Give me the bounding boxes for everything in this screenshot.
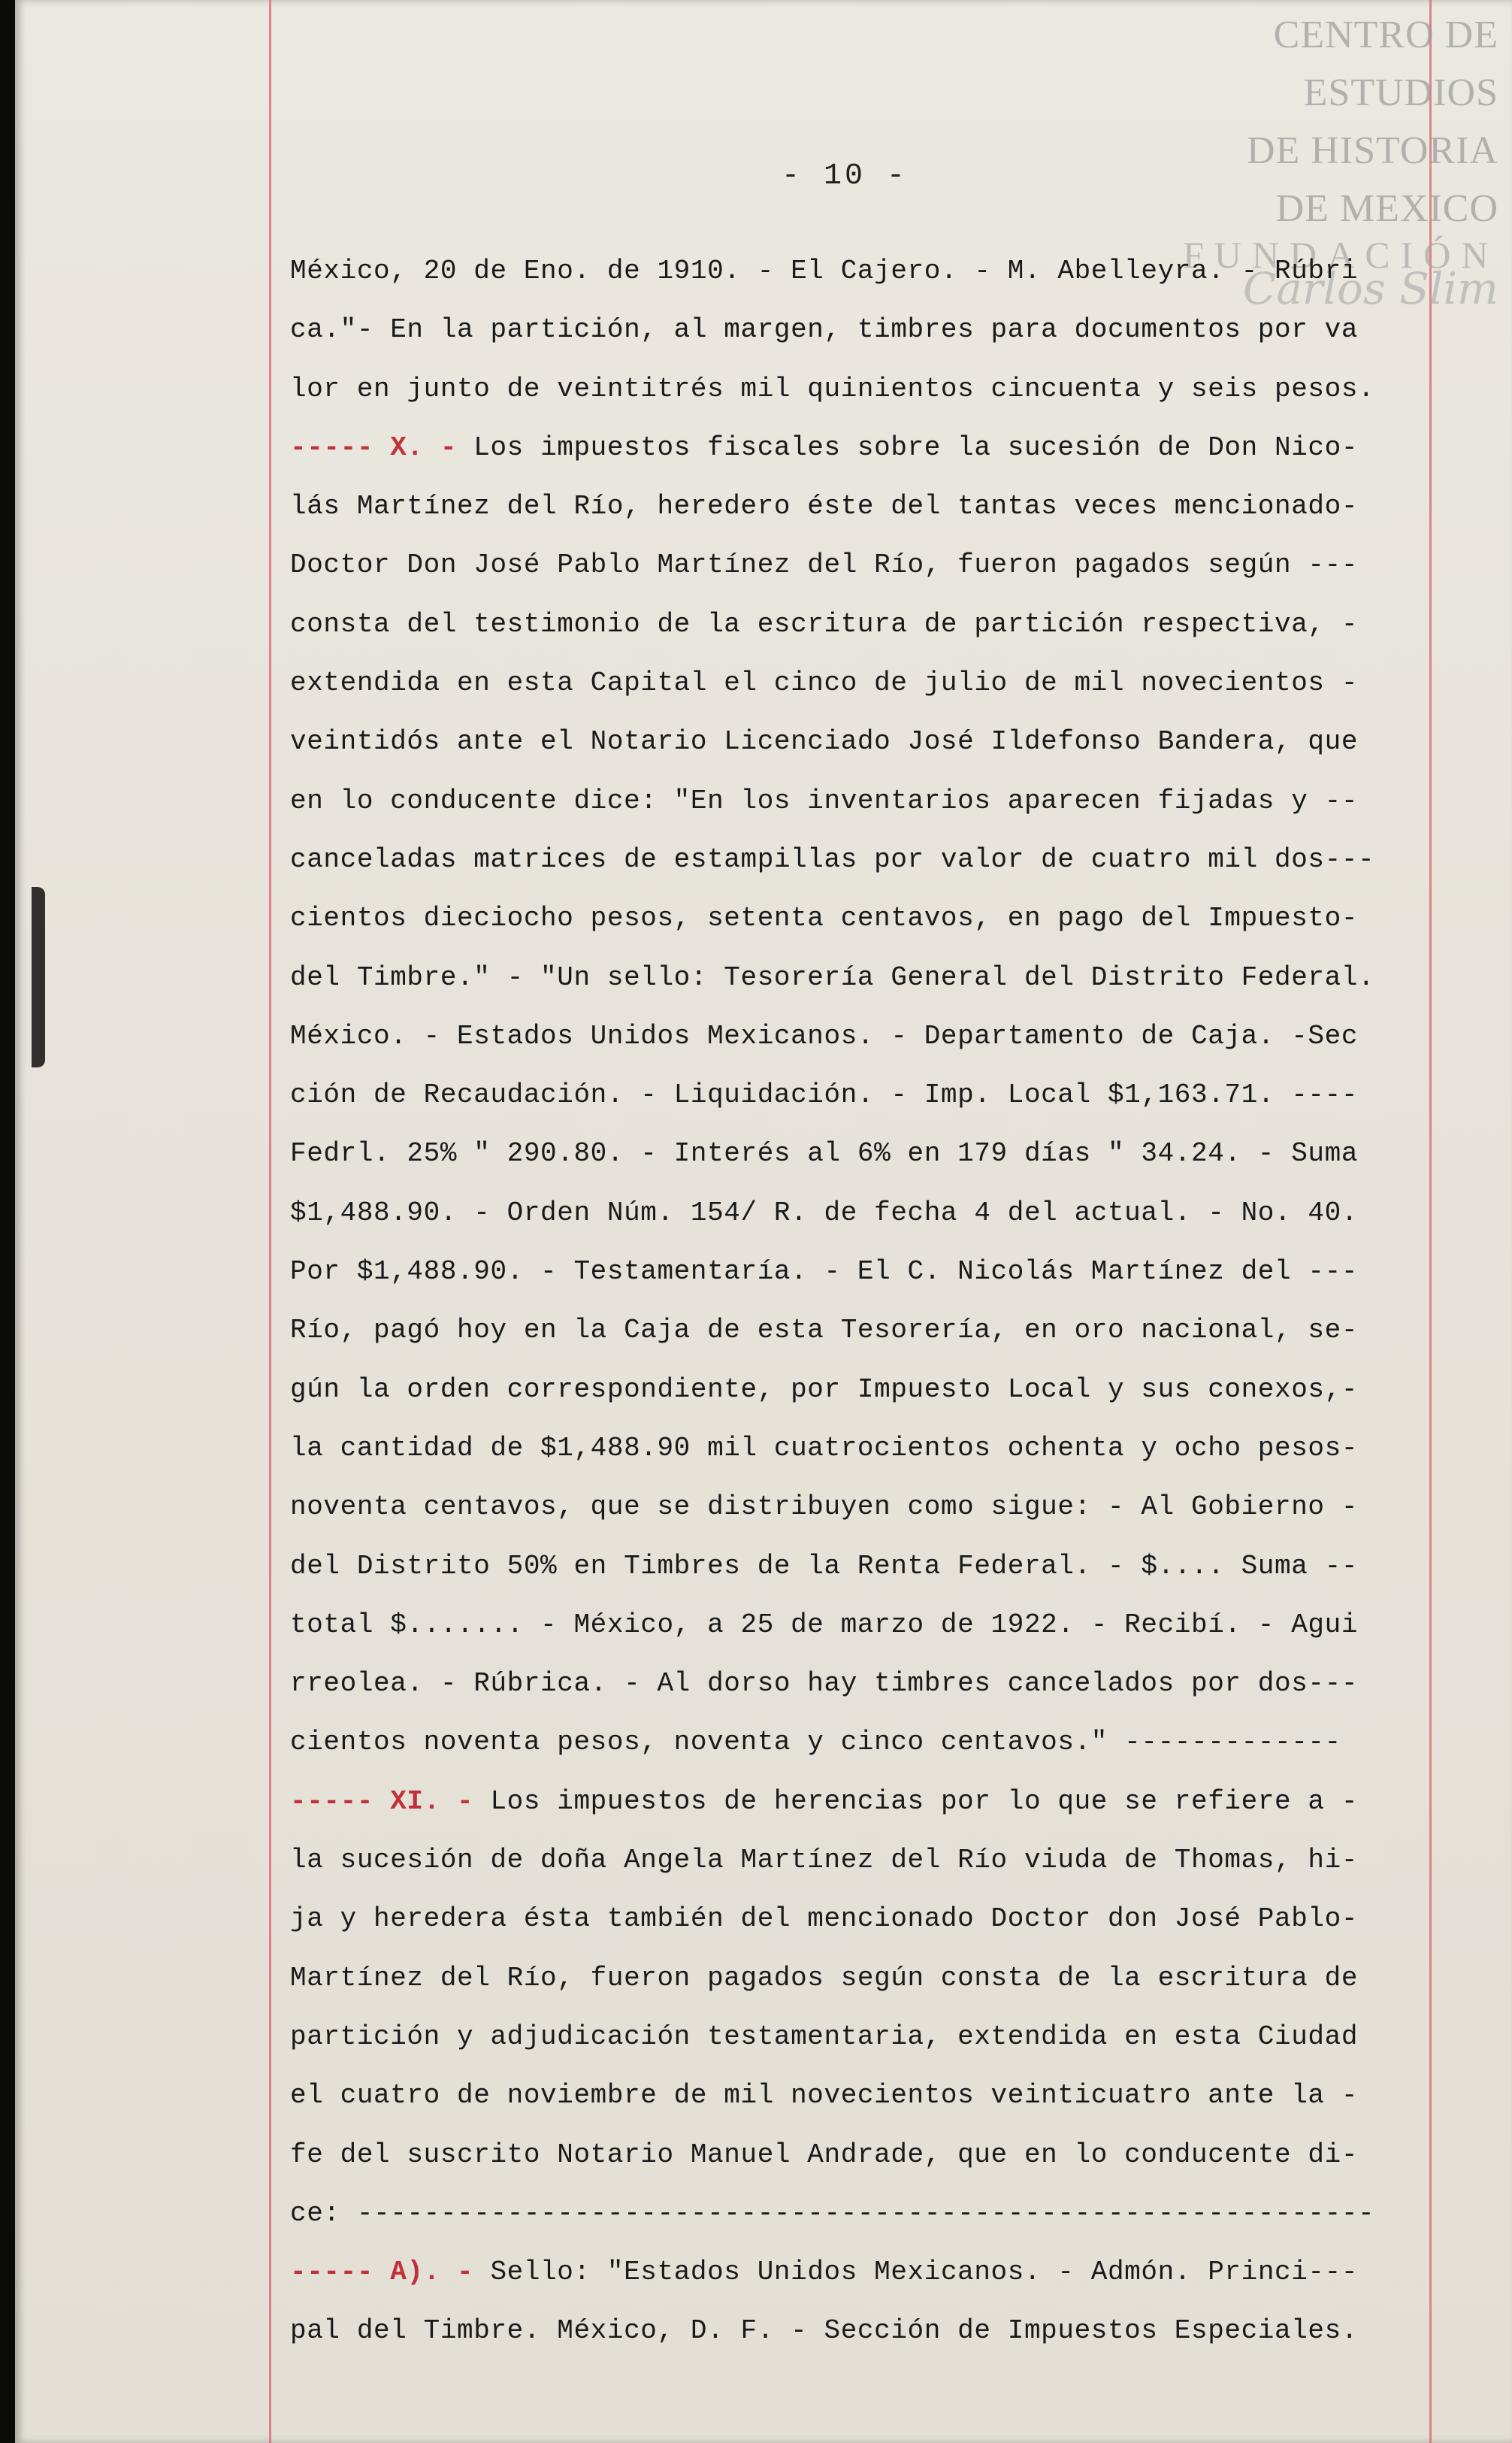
text-line: [290, 654, 1440, 713]
text-segment: Doctor Don José Pablo Martínez del Río, fueron pagados según ---: [290, 549, 1359, 581]
text-segment: México. - Estados Unidos Mexicanos. - Departamento de Caja. -Sec: [290, 1020, 1359, 1052]
section-marker: ----- A). -: [290, 2257, 474, 2288]
watermark-signature: Carlos Slim: [1242, 263, 1498, 314]
text-segment: Fedrl. 25% " 290.80. - Interés al 6% en 179 días " 34.24. - Suma: [290, 1138, 1359, 1170]
text-line: [290, 1890, 1440, 1948]
watermark-line: ESTUDIOS: [1303, 71, 1498, 114]
text-line: [290, 477, 1440, 536]
text-line: [290, 1949, 1440, 2008]
text-segment: canceladas matrices de estampillas por valor de cuatro mil dos---: [290, 843, 1375, 875]
typed-body-text: [290, 242, 1440, 2361]
text-line: [290, 1713, 1440, 1772]
text-line: [290, 1419, 1440, 1478]
text-line: [290, 831, 1440, 889]
text-segment: $1,488.90. - Orden Núm. 154/ R. de fecha 4 del actual. - No. 40.: [290, 1197, 1359, 1228]
text-segment: del Timbre." - "Un sello: Tesorería General del Distrito Federal.: [290, 961, 1375, 993]
section-marker: ----- XI. -: [290, 1785, 474, 1817]
text-segment: noventa centavos, que se distribuyen como sigue: - Al Gobierno -: [290, 1491, 1359, 1523]
text-line: [290, 1537, 1440, 1596]
text-line: [290, 1361, 1440, 1419]
text-line: [290, 1654, 1440, 1713]
text-segment: pal del Timbre. México, D. F. - Sección de Impuestos Especiales.: [290, 2315, 1359, 2347]
text-segment: el cuatro de noviembre de mil novecientos veinticuatro ante la -: [290, 2080, 1359, 2112]
text-segment: rreolea. - Rúbrica. - Al dorso hay timbres cancelados por dos---: [290, 1668, 1359, 1700]
text-segment: Río, pagó hoy en la Caja de esta Tesorería, en oro nacional, se-: [290, 1315, 1359, 1346]
text-segment: en lo conducente dice: "En los inventarios aparecen fijadas y --: [290, 785, 1359, 816]
text-segment: lás Martínez del Río, heredero éste del tantas veces mencionado-: [290, 491, 1359, 522]
text-segment: total $....... - México, a 25 de marzo de 1922. - Recibí. - Agui: [290, 1609, 1359, 1640]
text-line: [290, 536, 1440, 595]
text-segment: cientos dieciocho pesos, setenta centavos, en pago del Impuesto-: [290, 903, 1359, 934]
text-line: [290, 1243, 1440, 1301]
text-segment: Sello: "Estados Unidos Mexicanos. - Admón. Princi---: [473, 2257, 1359, 2288]
text-segment: gún la orden correspondiente, por Impuesto Local y sus conexos,-: [290, 1373, 1359, 1405]
text-segment: ce: -------------------------------------------------------------: [290, 2197, 1375, 2229]
left-margin-rule: [269, 0, 271, 2443]
section-marker: ----- X. -: [290, 431, 458, 463]
text-line: [290, 1596, 1440, 1654]
text-line: [290, 1066, 1440, 1125]
text-line: [290, 2302, 1440, 2360]
text-segment: fe del suscrito Notario Manuel Andrade, que en lo conducente di-: [290, 2139, 1359, 2170]
text-segment: veintidós ante el Notario Licenciado José Ildefonso Bandera, que: [290, 726, 1359, 758]
text-line: [290, 1007, 1440, 1066]
text-segment: Por $1,488.90. - Testamentaría. - El C. Nicolás Martínez del ---: [290, 1256, 1359, 1288]
text-segment: Los impuestos de herencias por lo que se refiere a -: [473, 1785, 1359, 1817]
text-segment: ja y heredera ésta también del mencionado Doctor don José Pablo-: [290, 1903, 1359, 1935]
text-line: [290, 301, 1440, 359]
text-segment: ca."- En la partición, al margen, timbres para documentos por va: [290, 314, 1359, 346]
text-line: [290, 2066, 1440, 2125]
text-line: [290, 595, 1440, 654]
text-line: [290, 1831, 1440, 1890]
text-line: [290, 1125, 1440, 1183]
text-segment: del Distrito 50% en Timbres de la Renta Federal. - $.... Suma --: [290, 1550, 1359, 1582]
text-line: [290, 2126, 1440, 2184]
text-line: [290, 360, 1440, 419]
text-segment: México, 20 de Eno. de 1910. - El Cajero. - M. Abelleyra. - Rúbri: [290, 256, 1359, 286]
text-line: [290, 2184, 1440, 2243]
text-segment: Los impuestos fiscales sobre la sucesión de Don Nico-: [457, 431, 1359, 463]
text-line: [290, 1301, 1440, 1360]
text-line: [290, 1184, 1440, 1243]
text-segment: la sucesión de doña Angela Martínez del Río viuda de Thomas, hi-: [290, 1845, 1359, 1876]
document-page: [15, 0, 1512, 2443]
text-segment: Martínez del Río, fueron pagados según consta de la escritura de: [290, 1962, 1359, 1993]
text-line: [290, 419, 1440, 477]
text-segment: cientos noventa pesos, noventa y cinco centavos." -------------: [290, 1727, 1341, 1758]
page-number: - 10 -: [782, 159, 909, 193]
text-segment: consta del testimonio de la escritura de partición respectiva, -: [290, 608, 1359, 640]
text-line: [290, 713, 1440, 771]
text-segment: partición y adjudicación testamentaria, extendida en esta Ciudad: [290, 2021, 1359, 2052]
watermark-foundation: FUNDACIÓN: [1183, 234, 1499, 276]
text-segment: ción de Recaudación. - Liquidación. - Imp. Local $1,163.71. ----: [290, 1079, 1359, 1111]
text-line: [290, 1478, 1440, 1536]
text-segment: lor en junto de veintitrés mil quinientos cincuenta y seis pesos.: [290, 373, 1375, 404]
watermark-line: DE HISTORIA: [1246, 129, 1498, 172]
text-segment: extendida en esta Capital el cinco de julio de mil novecientos -: [290, 668, 1359, 699]
text-line: [290, 949, 1440, 1007]
text-segment: la cantidad de $1,488.90 mil cuatrocientos ochenta y ocho pesos-: [290, 1432, 1359, 1464]
text-line: [290, 772, 1440, 831]
text-line: [290, 2243, 1440, 2302]
text-line: [290, 889, 1440, 948]
text-line: [290, 1772, 1440, 1831]
watermark-line: CENTRO DE: [1273, 14, 1498, 56]
text-line: [290, 2008, 1440, 2066]
text-line: [290, 242, 1440, 301]
watermark-line: DE MEXICO: [1275, 187, 1498, 230]
page-edge-shadow: [32, 887, 45, 1067]
